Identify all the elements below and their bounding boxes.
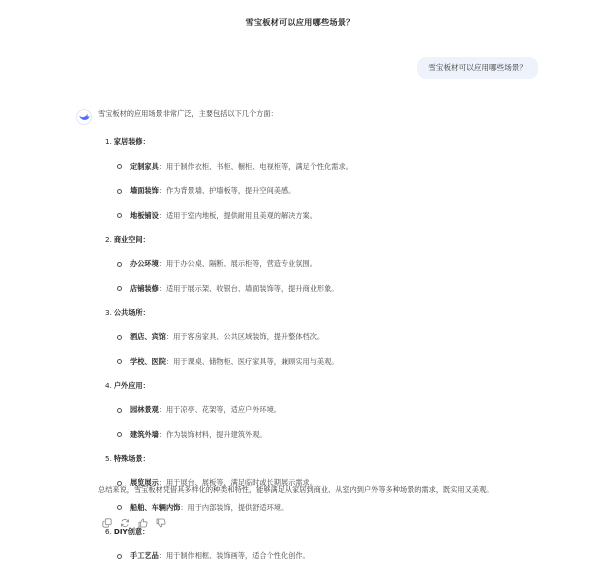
- bullet-icon: [117, 262, 122, 267]
- item-description: ：用于展台、展板等，满足临时或长期展示需求。: [159, 479, 317, 486]
- item-description: ：用于课桌、储物柜、医疗家具等，兼顾实用与美观。: [166, 358, 339, 365]
- answer-intro: 雪宝板材的应用场景非常广泛，主要包括以下几个方面：: [98, 110, 548, 123]
- thumbs-down-button[interactable]: [155, 517, 166, 528]
- item-description: ：用于制作相框、装饰画等，适合个性化创作。: [159, 552, 310, 559]
- user-message-bubble: 雪宝板材可以应用哪些场景？: [417, 57, 538, 79]
- item-term: 建筑外墙: [130, 431, 159, 438]
- item-term: 店铺装修: [130, 285, 159, 292]
- bullet-icon: [117, 408, 122, 413]
- bullet-icon: [117, 554, 122, 559]
- section-number: 4.: [105, 382, 112, 389]
- item-term: 手工艺品: [130, 552, 159, 559]
- list-item: [117, 162, 548, 172]
- list-item: [117, 186, 548, 196]
- answer-section: [98, 235, 548, 294]
- answer-section: [98, 137, 548, 221]
- list-item: [117, 430, 548, 440]
- message-actions: [101, 517, 166, 528]
- bullet-icon: [117, 335, 122, 340]
- bullet-icon: [117, 189, 122, 194]
- answer-conclusion: 总结来说，雪宝板材凭借其多样化的种类和特性，能够满足从家居到商业、从室内到户外等多种场景的需求，既实用又美观。: [98, 482, 546, 497]
- answer-section: [98, 381, 548, 440]
- item-description: ：适用于展示架、收银台、墙面装饰等，提升商业形象。: [159, 285, 339, 292]
- bullet-icon: [117, 359, 122, 364]
- thumbs-up-icon: [138, 518, 148, 528]
- item-term: 学校、医院: [130, 358, 166, 365]
- bullet-icon: [117, 286, 122, 291]
- answer-section: [98, 308, 548, 367]
- bullet-icon: [117, 213, 122, 218]
- section-heading: [105, 235, 548, 245]
- item-description: ：用于内部装饰，提供舒适环境。: [180, 504, 288, 511]
- thumbs-down-icon: [156, 518, 166, 528]
- item-description: ：用于制作衣柜、书柜、橱柜、电视柜等，满足个性化需求。: [159, 163, 353, 170]
- bullet-icon: [117, 432, 122, 437]
- section-heading: [105, 527, 548, 537]
- section-number: 5.: [105, 455, 112, 462]
- item-term: 展览展示: [130, 479, 159, 486]
- section-title: 公共场所：: [114, 309, 150, 316]
- section-number: 1.: [105, 138, 112, 145]
- section-heading: [105, 137, 548, 147]
- item-description: ：作为装饰材料，提升建筑外观。: [159, 431, 267, 438]
- item-term: 地板铺设: [130, 212, 159, 219]
- section-heading: [105, 381, 548, 391]
- section-title: 商业空间：: [114, 236, 150, 243]
- item-term: 船舶、车辆内饰: [130, 504, 180, 511]
- section-heading: [105, 308, 548, 318]
- section-title: DIY创意：: [114, 528, 149, 535]
- list-item: [117, 284, 548, 294]
- section-number: 2.: [105, 236, 112, 243]
- regenerate-icon: [120, 518, 130, 528]
- thumbs-up-button[interactable]: [137, 517, 148, 528]
- list-item: [117, 405, 548, 415]
- bullet-icon: [117, 505, 122, 510]
- copy-icon: [102, 518, 112, 528]
- item-term: 酒店、宾馆: [130, 333, 166, 340]
- item-term: 墙面装饰: [130, 187, 159, 194]
- item-term: 定制家具: [130, 163, 159, 170]
- section-number: 6.: [105, 528, 112, 535]
- section-title: 户外应用：: [114, 382, 150, 389]
- conversation-title: 雪宝板材可以应用哪些场景？: [0, 17, 600, 28]
- section-title: 特殊场景：: [114, 455, 150, 462]
- item-description: ：适用于室内地板，提供耐用且美观的解决方案。: [159, 212, 317, 219]
- answer-section: [98, 527, 548, 561]
- list-item: [117, 211, 548, 221]
- regenerate-button[interactable]: [119, 517, 130, 528]
- item-term: 园林景观: [130, 406, 159, 413]
- bullet-icon: [117, 164, 122, 169]
- item-description: ：作为背景墙、护墙板等，提升空间美感。: [159, 187, 296, 194]
- section-title: 家居装修：: [114, 138, 150, 145]
- item-description: ：用于办公桌、隔断、展示柜等，营造专业氛围。: [159, 260, 317, 267]
- list-item: [117, 503, 548, 513]
- assistant-avatar-icon: [76, 109, 92, 125]
- copy-button[interactable]: [101, 517, 112, 528]
- item-term: 办公环境: [130, 260, 159, 267]
- list-item: [117, 551, 548, 561]
- section-heading: [105, 454, 548, 464]
- list-item: [117, 332, 548, 342]
- item-description: ：用于客房家具、公共区域装饰，提升整体档次。: [166, 333, 324, 340]
- item-description: ：用于凉亭、花架等，适应户外环境。: [159, 406, 281, 413]
- section-number: 3.: [105, 309, 112, 316]
- list-item: [117, 259, 548, 269]
- list-item: [117, 357, 548, 367]
